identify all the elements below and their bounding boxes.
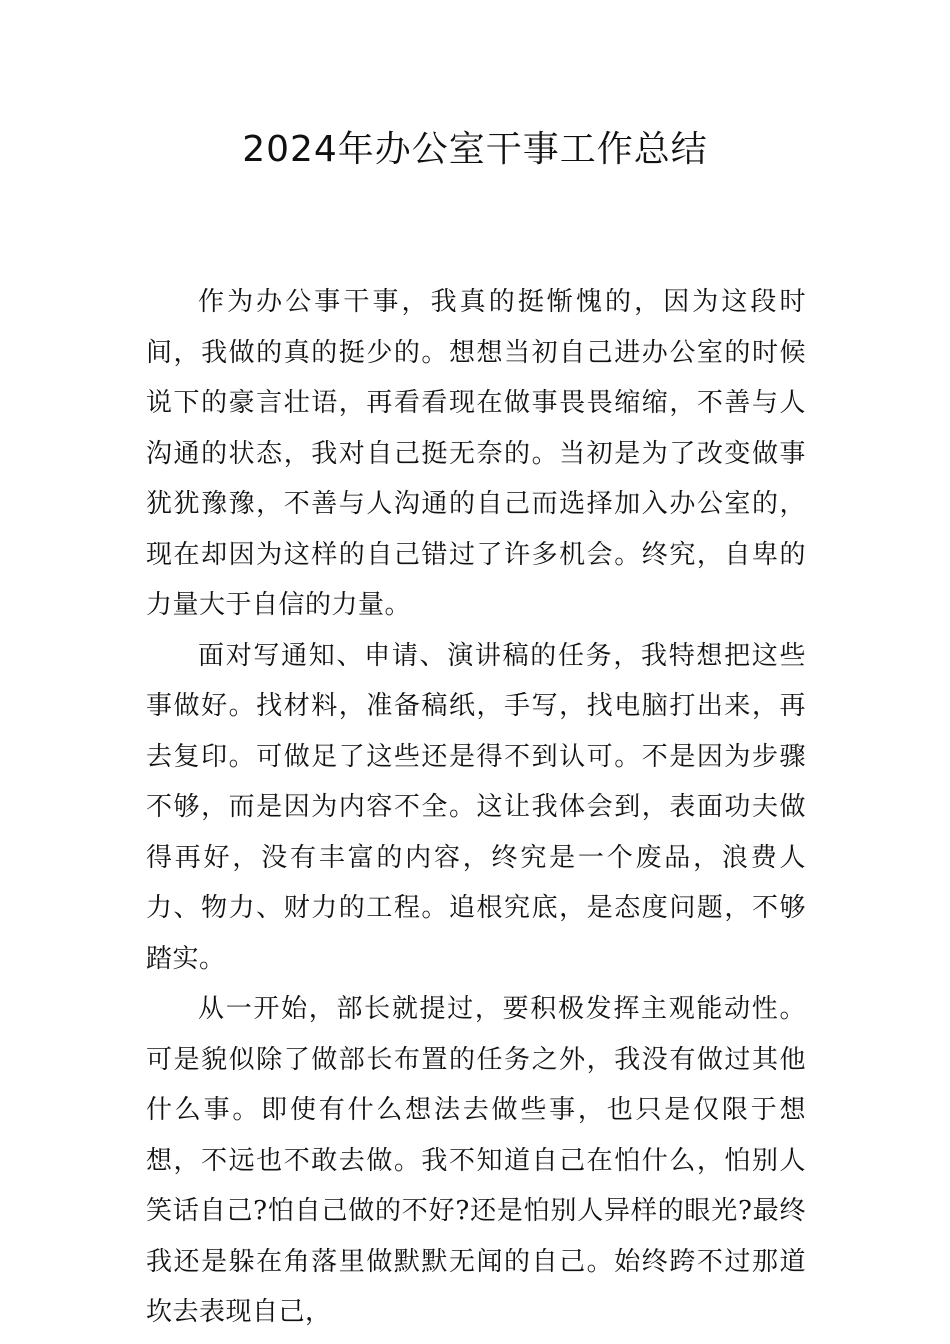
document-body [146,277,806,1338]
paragraph-2: 面对写通知、申请、演讲稿的任务，我特想把这些事做好。找材料，准备稿纸，手写，找电脑打出来，再去复印。可做足了这些还是得不到认可。不是因为步骤不够，而是因为内容不全。这让我体会到，表面功夫做得再好，没有丰富的内容，终究是一个废品，浪费人力、物力、财力的工程。追根究底，是态度问题，不够踏实。 [146,640,806,974]
paragraph-3: 从一开始，部长就提过，要积极发挥主观能动性。可是貌似除了做部长布置的任务之外，我没有做过其他什么事。即使有什么想法去做些事，也只是仅限于想想，不远也不敢去做。我不知道自己在怕什么，怕别人笑话自己?怕自己做的不好?还是怕别人异样的眼光?最终我还是躲在角落里做默默无闻的自己。始终跨不过那道坎去表现自己， [146,994,806,1327]
document-title: 2024年办公室干事工作总结 [242,129,708,170]
paragraph-1: 作为办公事干事，我真的挺惭愧的，因为这段时间，我做的真的挺少的。想想当初自己进办公室的时候说下的豪言壮语，再看看现在做事畏畏缩缩，不善与人沟通的状态，我对自己挺无奈的。当初是为了改变做事犹犹豫豫，不善与人沟通的自己而选择加入办公室的，现在却因为这样的自己错过了许多机会。终究，自卑的力量大于自信的力量。 [146,287,806,620]
